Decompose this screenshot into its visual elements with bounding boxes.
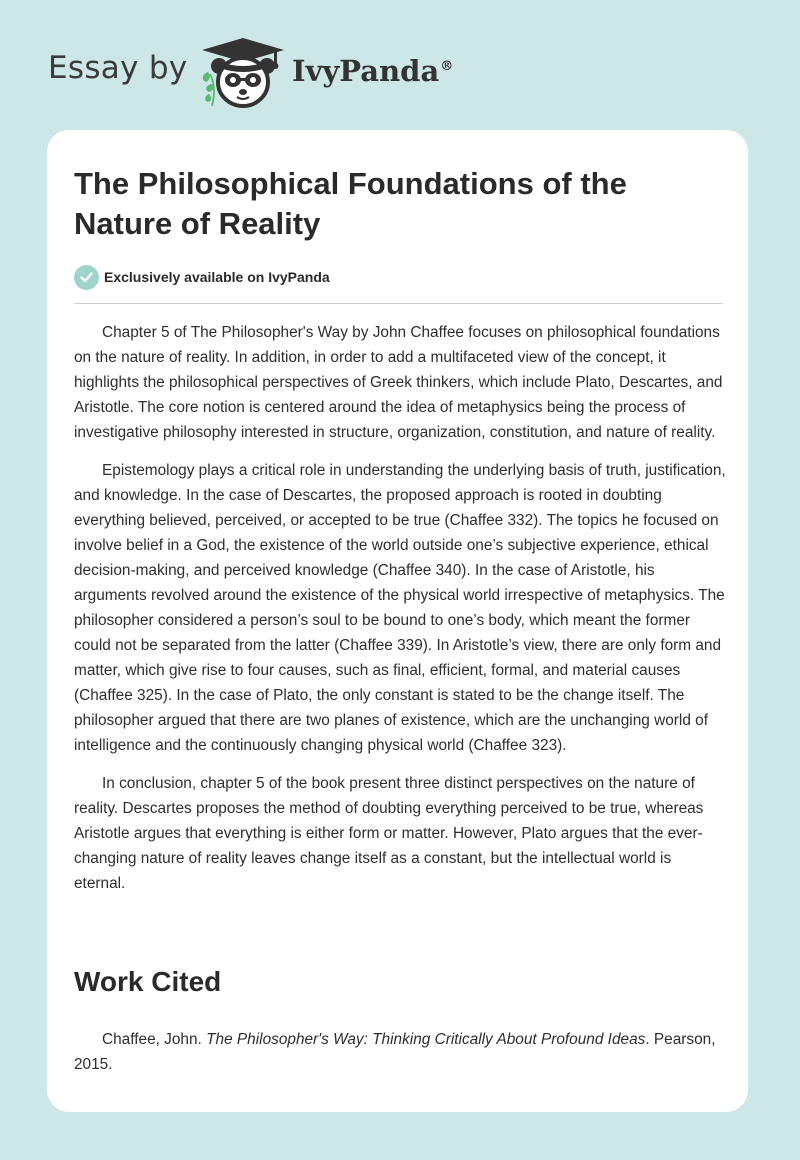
- citation-publisher: . Pearson, 2015.: [74, 1031, 716, 1073]
- registered-mark: ®: [440, 59, 454, 75]
- essay-body: [74, 320, 726, 909]
- title-divider: [74, 303, 723, 304]
- check-circle-icon: [74, 265, 99, 290]
- exclusive-badge: [74, 264, 330, 290]
- brand-prefix: Essay by: [48, 50, 188, 86]
- site-header: [0, 0, 800, 130]
- paragraph-epistemology: Epistemology plays a critical role in understanding the underlying basis of truth, justification, and knowledge. In the case of Descartes, the proposed approach is rooted in doubting everything believed, perceived, or accepted to be true (Chaffee 332). The topics he focused on involve belief in a God, the existence of the world outside one’s subjective experience, ethical decision-making, and perceived knowledge (Chaffee 340). In the case of Aristotle, his arguments revolved around the existence of the physical world irrespective of metaphysics. The philosopher considered a person’s soul to be bound to one’s body, which meant the former could not be separated from the latter (Chaffee 339). In Aristotle’s view, there are only form and matter, which give rise to four causes, such as final, efficient, formal, and material causes (Chaffee 325). In the case of Plato, the only constant is stated to be the change itself. The philosopher argued that there are two planes of existence, which are the unchanging world of intelligence and the continuously changing physical world (Chaffee 323).: [74, 462, 726, 754]
- panda-graduation-cap-icon[interactable]: [198, 34, 288, 110]
- citation-book-title: The Philosopher's Way: Thinking Critically About Profound Ideas: [206, 1031, 646, 1048]
- exclusive-badge-text: Exclusively available on IvyPanda: [104, 269, 330, 285]
- paragraph-conclusion: In conclusion, chapter 5 of the book present three distinct perspectives on the nature of reality. Descartes proposes the method of doubting everything perceived to be true, whereas Aristotle argues that everything is either form or matter. However, Plato argues that the ever-changing nature of reality leaves change itself as a constant, but the intellectual world is eternal.: [74, 775, 704, 892]
- citation-author: Chaffee, John.: [102, 1031, 207, 1048]
- paragraph-intro: Chapter 5 of The Philosopher's Way by John Chaffee focuses on philosophical foundations on the nature of reality. In addition, in order to add a multifaceted view of the concept, it highlights the philosophical perspectives of Greek thinkers, which include Plato, Descartes, and Aristotle. The core notion is centered around the idea of metaphysics being the process of investigative philosophy interested in structure, organization, constitution, and nature of reality.: [74, 324, 723, 441]
- works-cited-heading: Work Cited: [74, 966, 222, 997]
- brand-name[interactable]: IvyPanda®: [292, 54, 454, 88]
- essay-card: [47, 130, 748, 1112]
- citation-entry: [74, 1027, 726, 1077]
- essay-title: The Philosophical Foundations of the Nature of Reality: [74, 166, 627, 241]
